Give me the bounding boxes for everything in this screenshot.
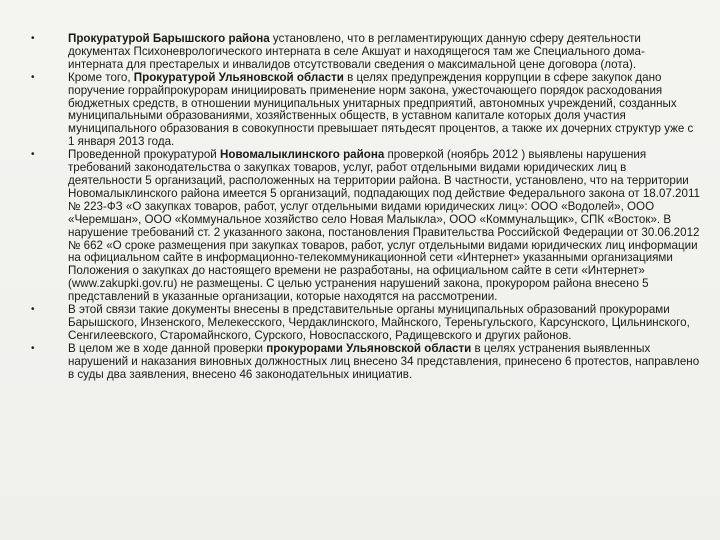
bold-fragment: Новомалыклинского района: [220, 148, 385, 162]
bullet-text: [68, 71, 693, 149]
bullet-text: [68, 32, 645, 71]
bullet-text: [68, 303, 690, 342]
bullet-text: [68, 342, 699, 381]
text-fragment: в целях устранения выявленных нарушений и наказания виновных должностных лиц внесено 34 представления, принесено 6 протестов, направлено в суды два заявления, внесено 46 законодательных инициатив.: [68, 341, 700, 381]
bold-fragment: прокурорами Ульяновской области: [266, 341, 472, 355]
bullet-item: [30, 149, 700, 304]
text-fragment: В этой связи такие документы внесены в представительные органы муниципальных образований прокурорами Барышского, Инзенского, Мелекесского, Чердаклинского, Майнского, Тереньгульского, Карсунского, Цильнинского, Сенгилеевского, Старомайнского, Сурского, Новоспасского, Радищевского и других районов.: [68, 303, 690, 342]
bold-fragment: Прокуратурой Ульяновской области: [133, 70, 344, 84]
text-fragment: в целях предупреждения коррупции в сфере закупок дано поручение горрайпрокурорам инициировать применение норм закона, ужесточающего порядок расходования бюджетных средств, в отношении муниципальных унитарных предприятий, автономных учреждений, созданных муниципальными образованиями, хозяйственных обществ, в уставном капитале которых доля участия муниципального образования в совокупности превышает пятьдесят процентов, а также их дочерних структур уже с 1 января 2013 года.: [68, 70, 694, 149]
bullet-dot-icon: •: [31, 304, 35, 316]
bullet-dot-icon: •: [31, 33, 35, 44]
bullet-item: [30, 33, 700, 72]
text-fragment: установлено, что в регламентирующих данную сферу деятельности документах Психоневрологического интерната в селе Акшуат и находящегося там же Специального дома-интерната для престарелых и инвалидов отсутствовали сведения о максимальной цене договора (лота).: [68, 32, 645, 71]
text-fragment: В целом же в ходе данной проверки: [68, 341, 267, 355]
text-fragment: Кроме того,: [68, 70, 134, 84]
bullet-dot-icon: •: [31, 149, 35, 161]
text-fragment: проверкой (ноябрь 2012 ) выявлены нарушения требований законодательства о закупках товаров, услуг, работ отдельными видами юридических лиц в деятельности 5 организаций, расположенных на территории района. В частности, установлено, что на территории Новомалыклинского района имеется 5 организаций, подпадающих под действие Федерального закона от 18.07.2011 № 223-ФЗ «О закупках товаров, работ, услуг отдельными видами юридических лиц»: ООО «Водолей», ООО «Черемшан», ООО «Коммунальное хозяйство село Новая Малыкла», ООО «Коммунальщик», СПК «Восток». В нарушение требований ст. 2 указанного закона, постановления Правительства Российской Федерации от 30.06.2012 № 662 «О сроке размещения при закупках товаров, работ, услуг отдельными видами юридических лиц информации на официальном сайте в информационно-телекоммуникационной сети «Интернет» указанными организациями Положения о закупках до настоящего времени не разработаны, на официальном сайте в сети «Интернет» (www.zakupki.gov.ru) не размещены. С целью устранения нарушений закона, прокурором района внесено 5 представлений в указанные организации, которые находятся на рассмотрении.: [68, 148, 700, 304]
bullet-dot-icon: •: [31, 342, 35, 354]
bullet-item: [30, 72, 700, 149]
text-fragment: Проведенной прокуратурой: [68, 148, 220, 162]
bullet-dot-icon: •: [31, 71, 35, 83]
bullet-item: [30, 343, 700, 382]
bullet-list: [30, 33, 700, 381]
bullet-text: [68, 148, 700, 303]
bullet-item: [30, 304, 700, 343]
bold-fragment: Прокуратурой Барышского района: [68, 32, 270, 45]
